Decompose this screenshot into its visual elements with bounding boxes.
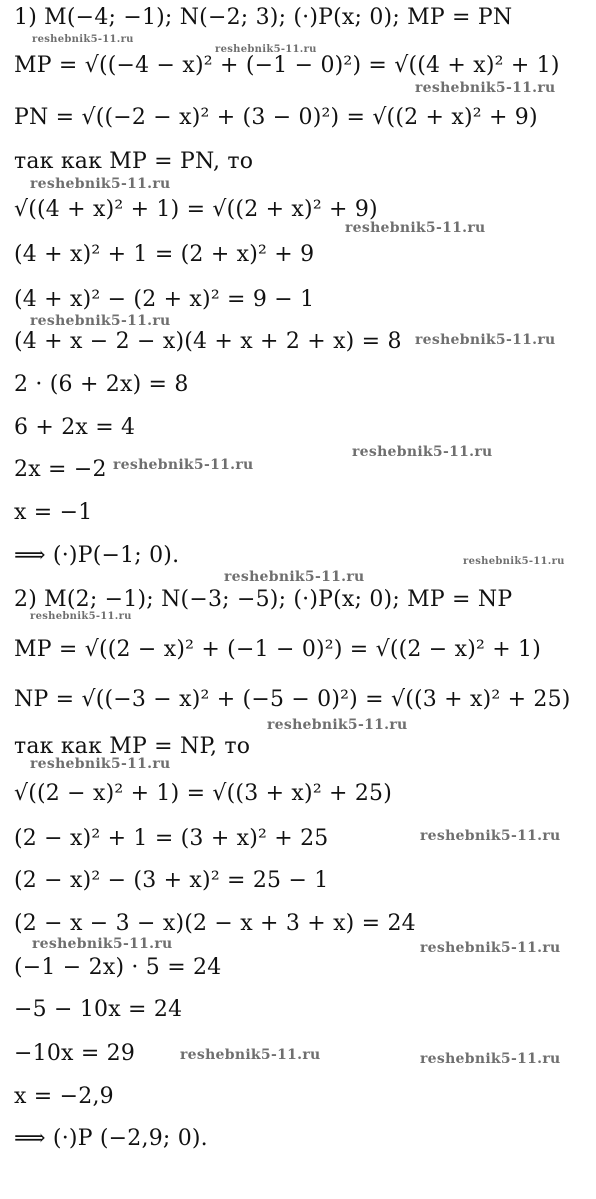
watermark: reshebnik5-11.ru [267, 717, 408, 733]
part2-line-8: (2 − x − 3 − x)(2 − x + 3 + x) = 24 [14, 911, 416, 936]
watermark: reshebnik5-11.ru [30, 611, 132, 622]
part1-line-8: (4 + x − 2 − x)(4 + x + 2 + x) = 8 [14, 329, 402, 354]
part1-line-3: PN = √((−2 − x)² + (3 − 0)²) = √((2 + x)² + 9) [14, 105, 538, 130]
watermark: reshebnik5-11.ru [32, 936, 173, 952]
part1-line-12: x = −1 [14, 500, 93, 525]
part2-line-1: 2) M(2; −1); N(−3; −5); (·)P(x; 0); MP = NP [14, 587, 513, 612]
watermark: reshebnik5-11.ru [345, 220, 486, 236]
watermark: reshebnik5-11.ru [113, 457, 254, 473]
part2-line-9: (−1 − 2x) · 5 = 24 [14, 955, 222, 980]
watermark: reshebnik5-11.ru [32, 34, 134, 45]
part2-line-11: −10x = 29 [14, 1041, 136, 1066]
watermark: reshebnik5-11.ru [30, 313, 171, 329]
part2-line-4: так как MP = NP, то [14, 734, 251, 759]
watermark: reshebnik5-11.ru [420, 1051, 561, 1067]
part1-line-1: 1) M(−4; −1); N(−2; 3); (·)P(x; 0); MP = PN [14, 5, 513, 30]
watermark: reshebnik5-11.ru [180, 1047, 321, 1063]
part1-line-4: так как MP = PN, то [14, 149, 254, 174]
part2-line-3: NP = √((−3 − x)² + (−5 − 0)²) = √((3 + x)² + 25) [14, 687, 571, 712]
part1-line-6: (4 + x)² + 1 = (2 + x)² + 9 [14, 242, 315, 267]
part1-line-10: 6 + 2x = 4 [14, 415, 136, 440]
part2-line-2: MP = √((2 − x)² + (−1 − 0)²) = √((2 − x)² + 1) [14, 637, 542, 662]
part1-line-2: MP = √((−4 − x)² + (−1 − 0)²) = √((4 + x)² + 1) [14, 53, 560, 78]
watermark: reshebnik5-11.ru [30, 176, 171, 192]
part2-line-6: (2 − x)² + 1 = (3 + x)² + 25 [14, 826, 329, 851]
watermark: reshebnik5-11.ru [463, 556, 565, 567]
part1-line-11: 2x = −2 [14, 457, 107, 482]
watermark: reshebnik5-11.ru [215, 44, 317, 55]
part1-line-7: (4 + x)² − (2 + x)² = 9 − 1 [14, 287, 315, 312]
watermark: reshebnik5-11.ru [30, 756, 171, 772]
watermark: reshebnik5-11.ru [415, 332, 556, 348]
part2-line-13: ⟹ (·)P (−2,9; 0). [14, 1126, 208, 1151]
watermark: reshebnik5-11.ru [420, 940, 561, 956]
part2-line-12: x = −2,9 [14, 1084, 114, 1109]
watermark: reshebnik5-11.ru [352, 444, 493, 460]
part1-line-9: 2 · (6 + 2x) = 8 [14, 372, 189, 397]
watermark: reshebnik5-11.ru [224, 569, 365, 585]
watermark: reshebnik5-11.ru [420, 828, 561, 844]
part2-line-7: (2 − x)² − (3 + x)² = 25 − 1 [14, 868, 329, 893]
part2-line-10: −5 − 10x = 24 [14, 997, 183, 1022]
part1-line-13: ⟹ (·)P(−1; 0). [14, 543, 180, 568]
part2-line-5: √((2 − x)² + 1) = √((3 + x)² + 25) [14, 781, 393, 806]
watermark: reshebnik5-11.ru [415, 80, 556, 96]
part1-line-5: √((4 + x)² + 1) = √((2 + x)² + 9) [14, 197, 378, 222]
